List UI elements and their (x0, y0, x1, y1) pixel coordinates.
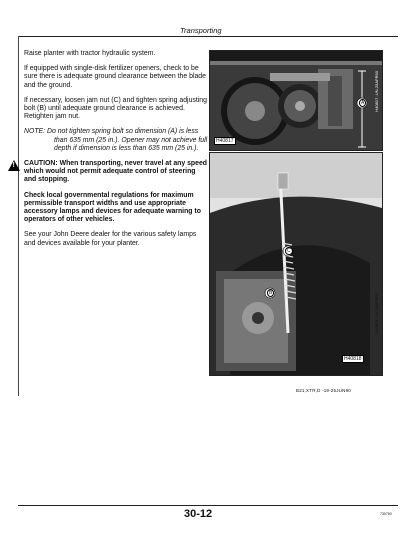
left-margin-rule (18, 36, 19, 396)
dealer-paragraph: See your John Deere dealer for the various safety lamps and devices available for your planter. (24, 231, 197, 247)
step-raise-planter: Raise planter with tractor hydraulic system. (24, 50, 156, 57)
opener-spring-illustration (210, 153, 382, 375)
caution-detail: Check local governmental regulations for maximum permissible transport widths and use appropriate accessory lamps and devices for adequate warning to operators of other vehicles. (24, 191, 201, 224)
section-title: Transporting (180, 26, 222, 35)
dimension-a-label: A (361, 100, 365, 106)
planter-wheel-illustration (210, 51, 382, 150)
top-rule (18, 36, 398, 37)
figure-1-code: H40817 (216, 138, 234, 144)
figure-2-code: H40818 (344, 356, 362, 362)
instructions-column (24, 50, 209, 255)
spring-bolt-label-b: B (269, 290, 273, 296)
figure-1-photo (209, 50, 383, 151)
reference-code: B21,XTR,D -19-25JUN90 (296, 388, 351, 393)
jam-nut-label-c: C (287, 248, 291, 254)
step-adjust-spring: If necessary, loosen jam nut (C) and tighten spring adjusting bolt (B) until adequate ground clearance is achieved. Retighten jam nut. (24, 96, 207, 121)
warning-icon (8, 160, 20, 171)
page-number: 30-12 (184, 508, 213, 520)
figure-1-side-code: H40817 -UN-25APR90 (374, 71, 379, 112)
note-paragraph: NOTE: Do not tighten spring bolt so dimension (A) is less than 635 mm (25 in.). Opener may not achieve full depth if dimension is less than 635 mm (25 in.). (24, 128, 208, 152)
step-check-clearance: If equipped with single-disk fertilizer openers, check to be sure there is adequate ground clearance between the blade and the ground. (24, 65, 206, 89)
bottom-rule (18, 505, 398, 506)
page-date-code: 730790 (380, 512, 392, 516)
caution-paragraph (24, 160, 209, 185)
caution-text: CAUTION: When transporting, never travel at any speed which would not permit adequate control of steering and stopping. (24, 160, 208, 184)
figure-2-photo (209, 152, 383, 376)
figure-2-side-code: H40818 -UN-25APR90 (374, 293, 379, 334)
